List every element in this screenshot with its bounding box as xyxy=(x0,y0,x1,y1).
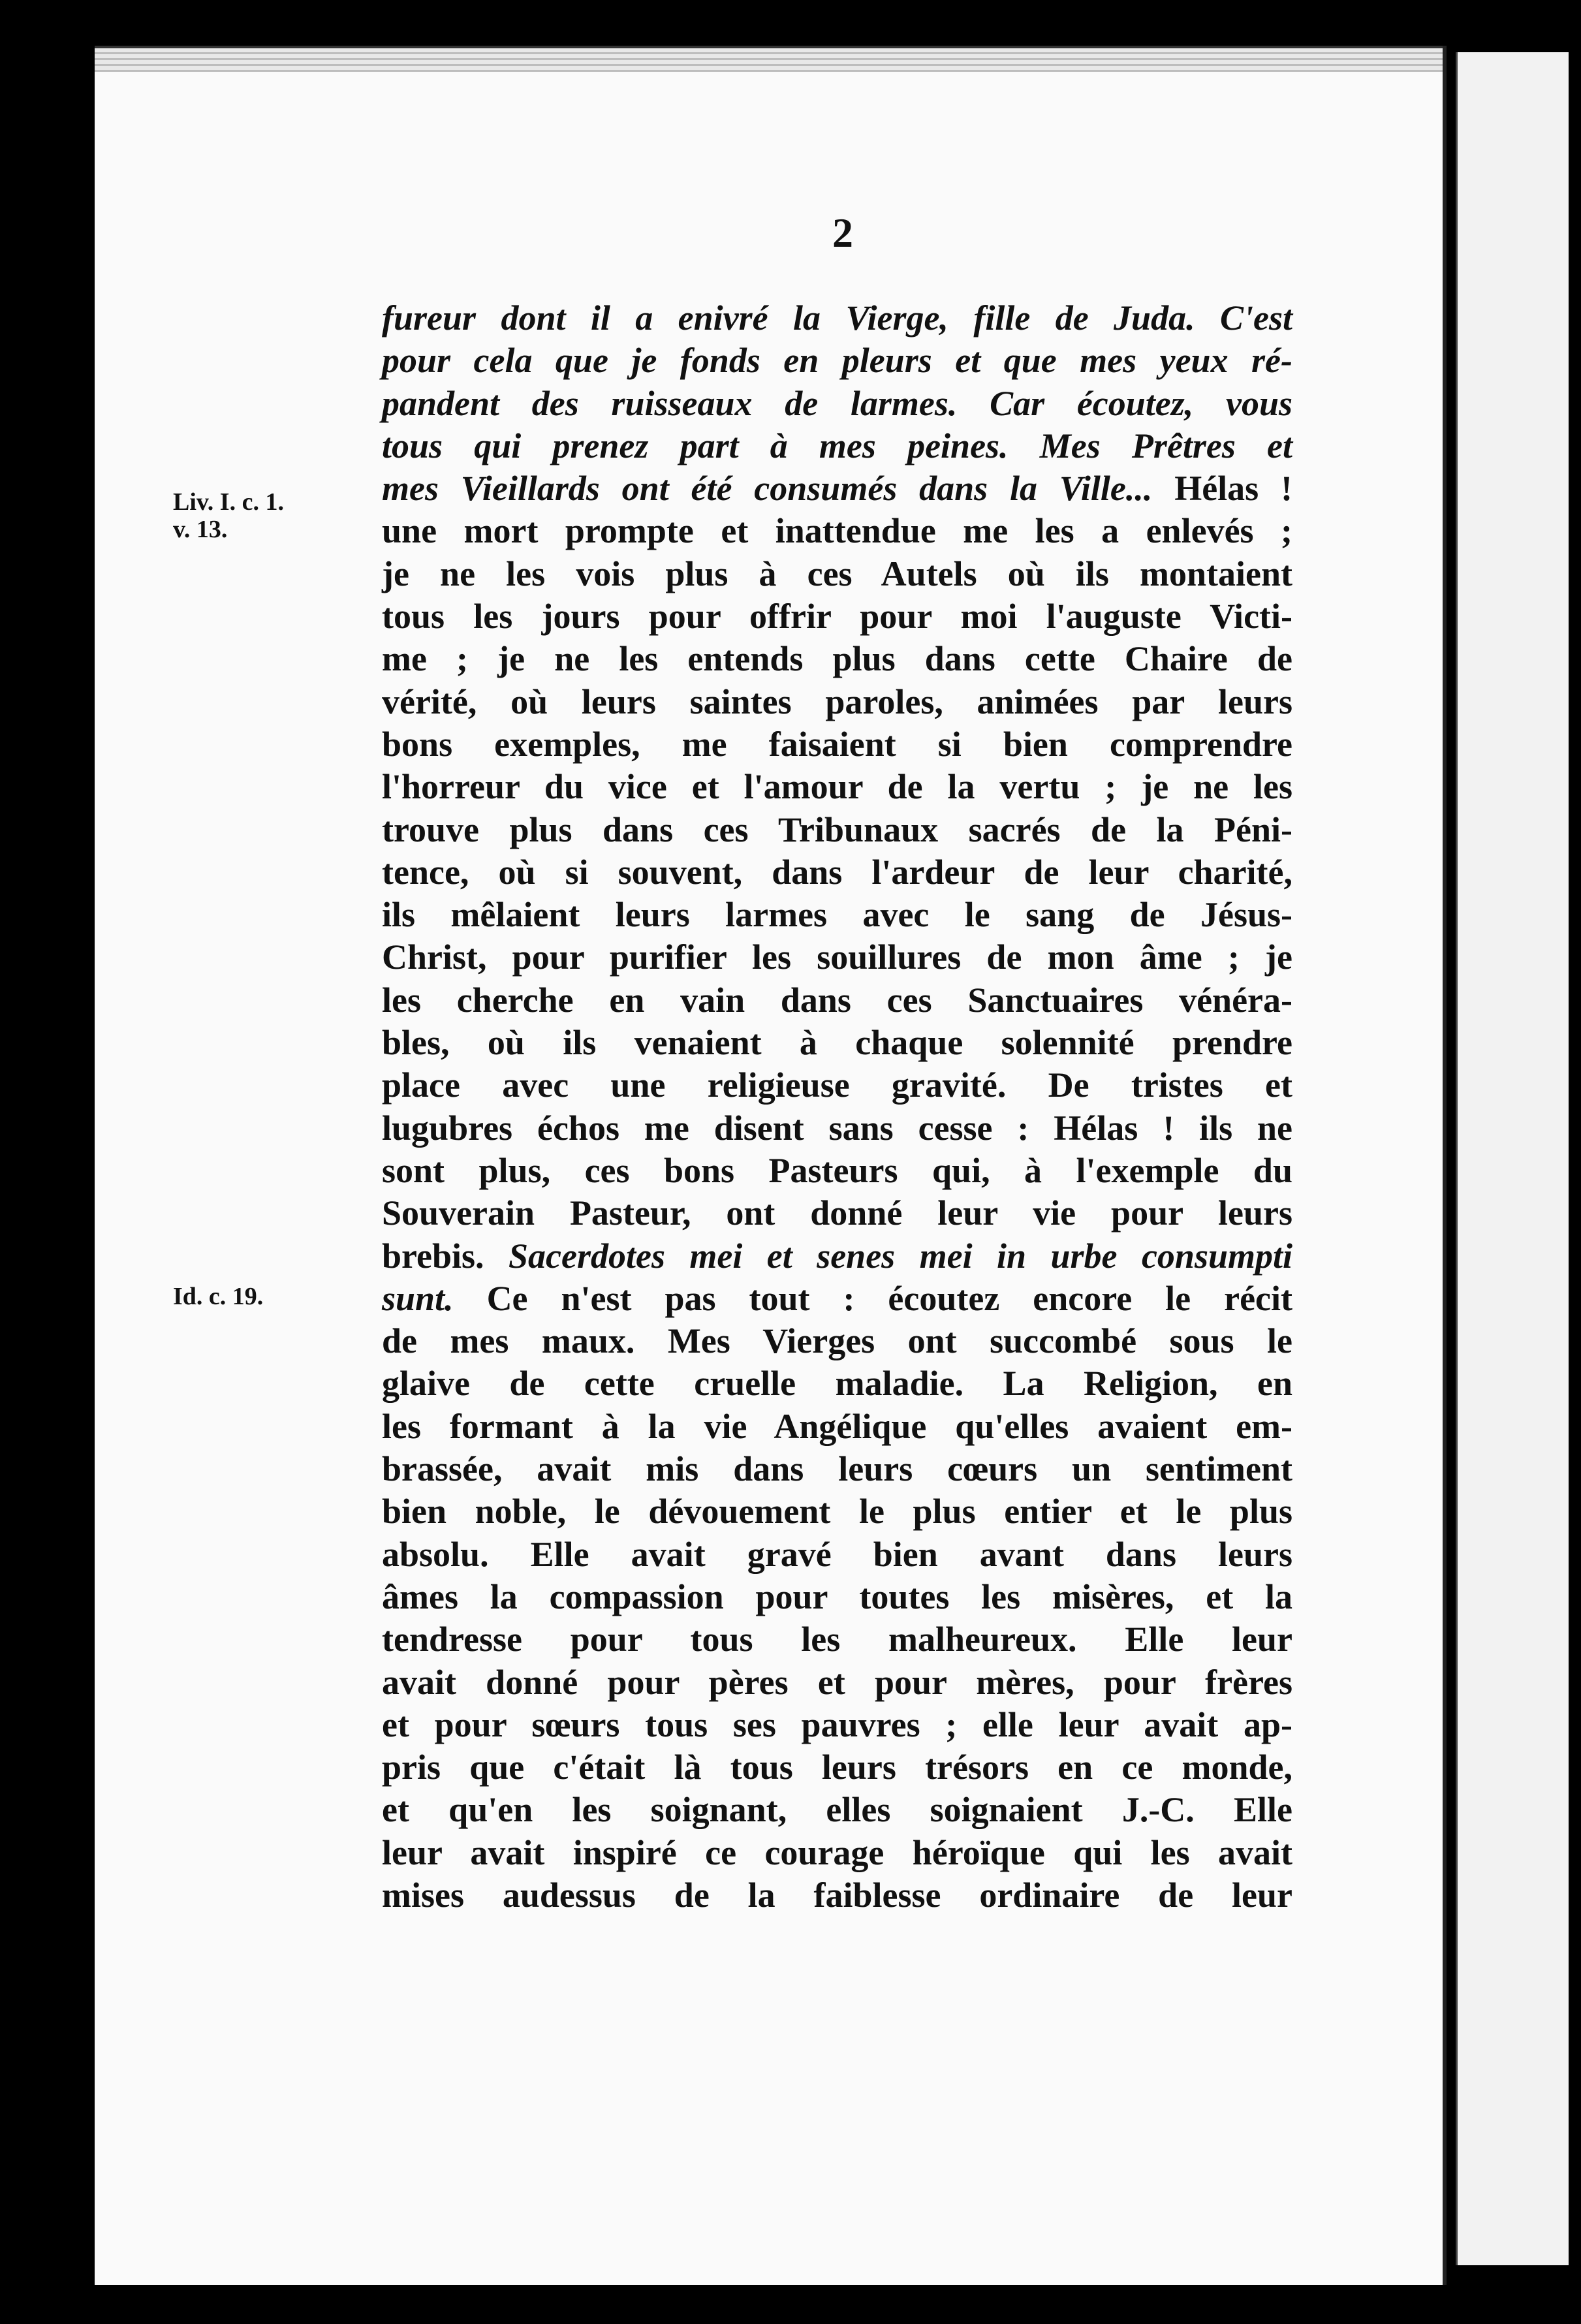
text-line xyxy=(382,1448,1292,1490)
text-line xyxy=(382,1746,1292,1789)
text-line xyxy=(382,851,1292,894)
adjacent-page xyxy=(1456,52,1569,2265)
text-line xyxy=(382,1533,1292,1576)
roman-segment: absolu. Elle avait gravé bien avant dans leurs xyxy=(382,1534,1292,1574)
text-line xyxy=(382,467,1292,510)
roman-segment: et pour sœurs tous ses pauvres ; elle leur avait ap- xyxy=(382,1704,1292,1744)
text-line xyxy=(382,1278,1292,1320)
body-text xyxy=(382,297,1292,1917)
roman-segment: glaive de cette cruelle maladie. La Religion, en xyxy=(382,1364,1292,1404)
text-line xyxy=(382,595,1292,638)
roman-segment: mises audessus de la faiblesse ordinaire de leur xyxy=(382,1875,1292,1915)
text-line xyxy=(382,1490,1292,1533)
text-line xyxy=(382,1192,1292,1234)
roman-segment: trouve plus dans ces Tribunaux sacrés de la Péni- xyxy=(382,809,1292,849)
text-line xyxy=(382,553,1292,595)
roman-segment: Christ, pour purifier les souillures de mon âme ; je xyxy=(382,937,1292,977)
text-line xyxy=(382,1661,1292,1704)
text-line xyxy=(382,1107,1292,1150)
page-top-edge xyxy=(95,46,1443,72)
text-line xyxy=(382,681,1292,723)
roman-segment: tence, où si souvent, dans l'ardeur de leur charité, xyxy=(382,852,1292,892)
text-line xyxy=(382,1320,1292,1362)
roman-segment: pris que c'était là tous leurs trésors en ce monde, xyxy=(382,1748,1292,1787)
text-line xyxy=(382,1576,1292,1618)
roman-segment: l'horreur du vice et l'amour de la vertu ; je ne les xyxy=(382,767,1292,807)
text-line xyxy=(382,1064,1292,1107)
text-line xyxy=(382,339,1292,382)
roman-segment: de mes maux. Mes Vierges ont succombé sous le xyxy=(382,1321,1292,1361)
roman-segment: tendresse pour tous les malheureux. Elle leur xyxy=(382,1620,1292,1659)
italic-segment: pandent des ruisseaux de larmes. Car écoutez, vous xyxy=(382,383,1292,423)
roman-segment: leur avait inspiré ce courage héroïque qui les avait xyxy=(382,1832,1292,1872)
roman-segment: brassée, avait mis dans leurs cœurs un sentiment xyxy=(382,1449,1292,1489)
text-line xyxy=(382,1832,1292,1874)
roman-segment: et qu'en les soignant, elles soignaient J.-C. Elle xyxy=(382,1790,1292,1830)
text-line xyxy=(382,425,1292,467)
text-line xyxy=(382,297,1292,339)
text-line xyxy=(382,383,1292,425)
page-number: 2 xyxy=(832,210,853,256)
italic-segment: mes Vieillards ont été consumés dans la Ville... xyxy=(382,469,1153,509)
roman-segment: âmes la compassion pour toutes les misères, et la xyxy=(382,1577,1292,1616)
text-line xyxy=(382,1362,1292,1405)
text-line xyxy=(382,766,1292,808)
text-line xyxy=(382,809,1292,851)
text-line xyxy=(382,638,1292,680)
roman-segment: bien noble, le dévouement le plus entier et le plus xyxy=(382,1492,1292,1531)
italic-segment: tous qui prenez part à mes peines. Mes Prêtres et xyxy=(382,426,1292,465)
roman-segment: Ce n'est pas tout : écoutez encore le récit xyxy=(453,1278,1292,1318)
text-line xyxy=(382,979,1292,1022)
margin-note-text: Id. c. 19. xyxy=(173,1283,264,1310)
roman-segment: tous les jours pour offrir pour moi l'auguste Victi- xyxy=(382,597,1292,636)
text-line xyxy=(382,936,1292,979)
text-line xyxy=(382,1618,1292,1661)
roman-segment: brebis. xyxy=(382,1236,509,1276)
roman-segment: avait donné pour pères et pour mères, pour frères xyxy=(382,1662,1292,1702)
text-line xyxy=(382,1874,1292,1917)
italic-segment: sunt. xyxy=(382,1278,454,1318)
text-line xyxy=(382,1150,1292,1192)
roman-segment: place avec une religieuse gravité. De tristes et xyxy=(382,1065,1292,1105)
roman-segment: les cherche en vain dans ces Sanctuaires vénéra- xyxy=(382,980,1292,1020)
margin-note-2 xyxy=(173,1283,263,1310)
text-line xyxy=(382,894,1292,936)
margin-note-text: Liv. I. c. 1. v. 13. xyxy=(173,488,284,543)
roman-segment: sont plus, ces bons Pasteurs qui, à l'exemple du xyxy=(382,1150,1292,1190)
text-line xyxy=(382,510,1292,552)
roman-segment: bons exemples, me faisaient si bien comprendre xyxy=(382,724,1292,764)
roman-segment: bles, où ils venaient à chaque solennité prendre xyxy=(382,1023,1292,1063)
text-line xyxy=(382,1022,1292,1064)
roman-segment: ils mêlaient leurs larmes avec le sang de Jésus- xyxy=(382,895,1292,935)
roman-segment: Hélas ! xyxy=(1152,469,1292,509)
roman-segment: les formant à la vie Angélique qu'elles avaient em- xyxy=(382,1406,1292,1446)
text-line xyxy=(382,1789,1292,1831)
roman-segment: vérité, où leurs saintes paroles, animées par leurs xyxy=(382,682,1292,721)
text-line xyxy=(382,1704,1292,1746)
roman-segment: Souverain Pasteur, ont donné leur vie pour leurs xyxy=(382,1193,1292,1233)
italic-segment: Sacerdotes mei et senes mei in urbe consumpti xyxy=(508,1236,1292,1276)
roman-segment: je ne les vois plus à ces Autels où ils montaient xyxy=(382,554,1292,593)
roman-segment: une mort prompte et inattendue me les a enlevés ; xyxy=(382,511,1292,551)
text-line xyxy=(382,1405,1292,1448)
text-line xyxy=(382,1235,1292,1278)
italic-segment: pour cela que je fonds en pleurs et que mes yeux ré- xyxy=(382,341,1292,381)
italic-segment: fureur dont il a enivré la Vierge, fille de Juda. C'est xyxy=(382,298,1292,338)
margin-note-1 xyxy=(173,488,284,543)
roman-segment: me ; je ne les entends plus dans cette Chaire de xyxy=(382,639,1292,679)
text-line xyxy=(382,723,1292,766)
roman-segment: lugubres échos me disent sans cesse : Hélas ! ils ne xyxy=(382,1108,1292,1148)
